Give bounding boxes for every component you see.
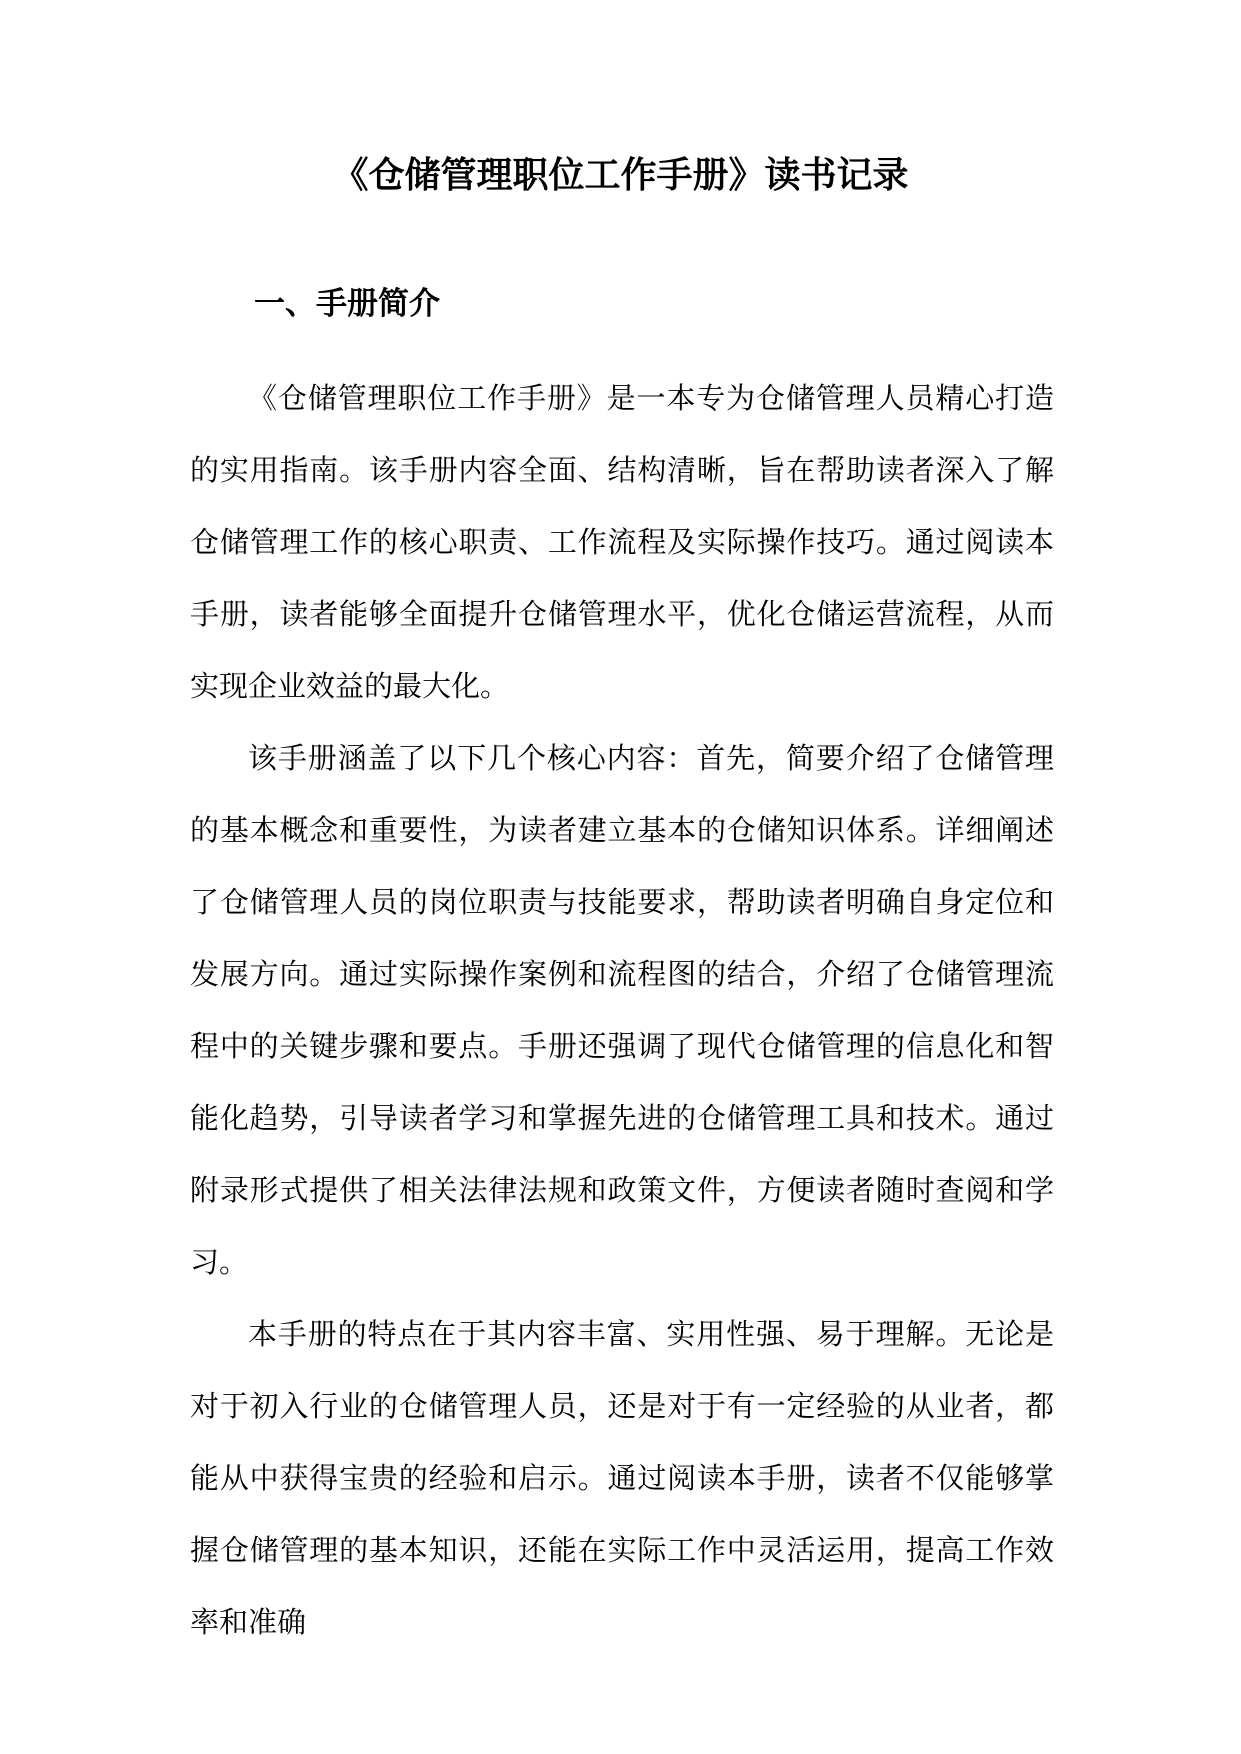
paragraph-features: 本手册的特点在于其内容丰富、实用性强、易于理解。无论是对于初入行业的仓储管理人员，还是对于有一定经验的从业者，都能从中获得宝贵的经验和启示。通过阅读本手册，读者不仅能够掌握仓储管理的基本知识，还能在实际工作中灵活运用，提高工作效率和准确 bbox=[190, 1317, 1054, 1639]
section-body bbox=[190, 362, 1054, 1658]
paragraph-intro: 《仓储管理职位工作手册》是一本专为仓储管理人员精心打造的实用指南。该手册内容全面、结构清晰，旨在帮助读者深入了解仓储管理工作的核心职责、工作流程及实际操作技巧。通过阅读本手册，读者能够全面提升仓储管理水平，优化仓储运营流程，从而实现企业效益的最大化。 bbox=[190, 381, 1054, 703]
paragraph-core-content: 该手册涵盖了以下几个核心内容：首先，简要介绍了仓储管理的基本概念和重要性，为读者建立基本的仓储知识体系。详细阐述了仓储管理人员的岗位职责与技能要求，帮助读者明确自身定位和发展方向。通过实际操作案例和流程图的结合，介绍了仓储管理流程中的关键步骤和要点。手册还强调了现代仓储管理的信息化和智能化趋势，引导读者学习和掌握先进的仓储管理工具和技术。通过附录形式提供了相关法律法规和政策文件，方便读者随时查阅和学习。 bbox=[190, 741, 1054, 1279]
section-heading: 一、手册简介 bbox=[254, 286, 440, 322]
document-title: 《仓储管理职位工作手册》读书记录 bbox=[332, 155, 909, 196]
